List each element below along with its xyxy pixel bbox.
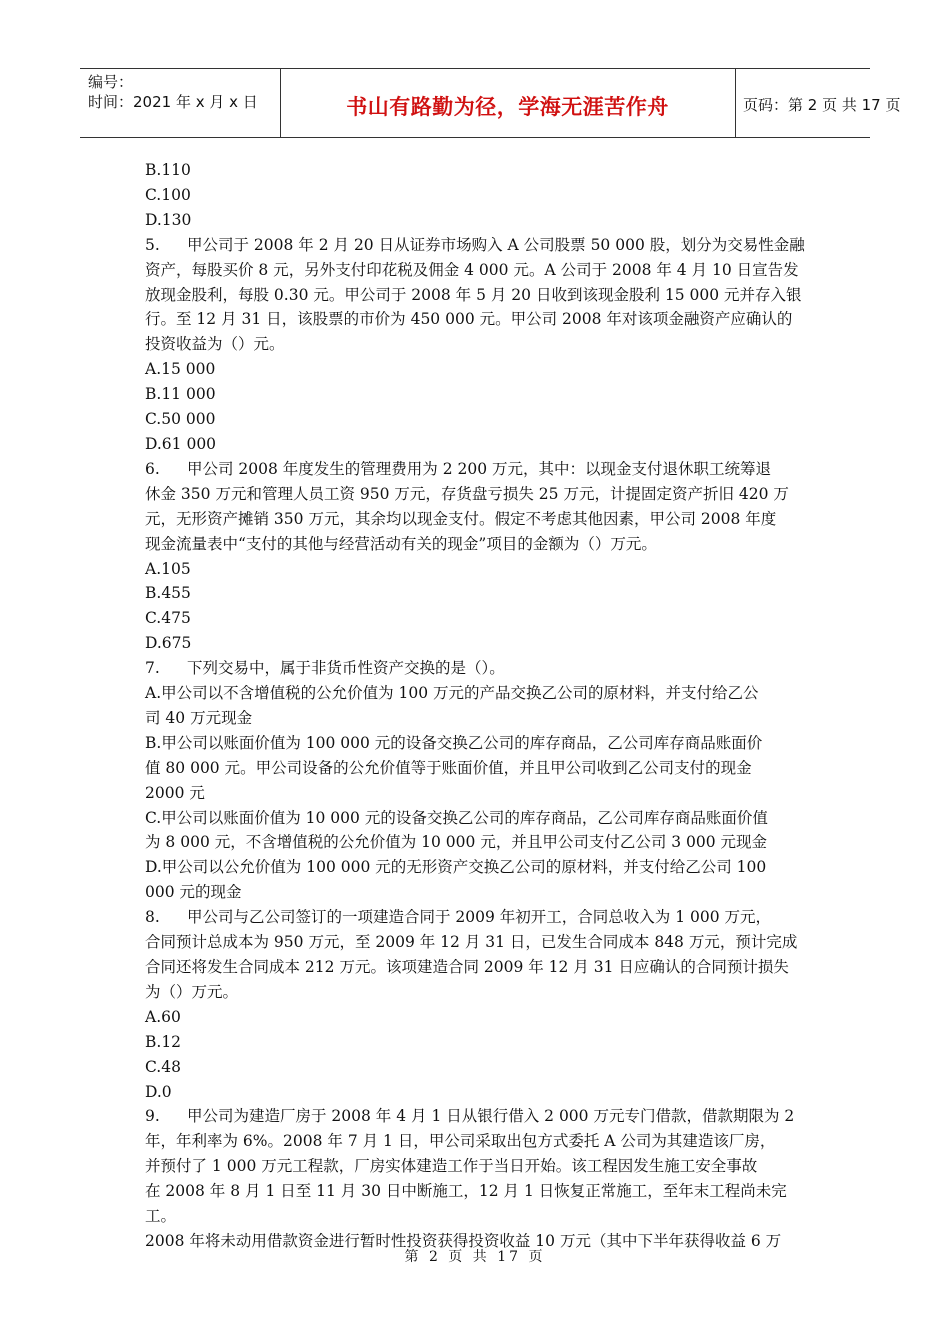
text-line [145, 581, 813, 606]
line-text: 合同还将发生合同成本 212 万元。该项建造合同 2009 年 12 月 31 日应确认的合同预计损失 [145, 958, 789, 976]
text-line [145, 407, 813, 432]
text-line [145, 830, 813, 855]
text-line [145, 208, 813, 233]
question-number: 9. [145, 1107, 160, 1126]
text-line [145, 507, 813, 532]
line-text: 下列交易中，属于非货币性资产交换的是（）。 [187, 659, 505, 678]
text-line [145, 955, 813, 980]
line-text: B.110 [145, 161, 191, 179]
line-text: 值 80 000 元。甲公司设备的公允价值等于账面价值，并且甲公司收到乙公司支付的现金 [145, 758, 752, 777]
line-text: 并预付了 1 000 万元工程款，厂房实体建造工作于当日开始。该工程因发生施工安全事故 [145, 1157, 758, 1176]
text-line [145, 1055, 813, 1080]
question-number: 6. [145, 459, 160, 478]
text-line [145, 482, 813, 507]
text-line [145, 855, 813, 880]
line-text: B.11 000 [145, 385, 216, 404]
text-line [145, 183, 813, 208]
header-left-cell [80, 69, 281, 137]
line-text: C.50 000 [145, 410, 216, 429]
line-text: 甲公司于 2008 年 2 月 20 日从证券市场购入 A 公司股票 50 000 股，划分为交易性金融 [187, 235, 805, 254]
line-text: 2008 年将未动用借款资金进行暂时性投资获得投资收益 10 万元（其中下半年获得收益 6 万 [145, 1231, 782, 1250]
line-text: 甲公司为建造厂房于 2008 年 4 月 1 日从银行借入 2 000 万元专门借款，借款期限为 2 [187, 1107, 795, 1126]
line-text: 司 40 万元现金 [145, 708, 253, 727]
line-text: 行。至 12 月 31 日，该股票的市价为 450 000 元。甲公司 2008 年对该项金融资产应确认的 [145, 310, 793, 329]
line-text: 2000 元 [145, 783, 205, 802]
date-line: 时间：2021 年 x 月 x 日 [88, 93, 258, 111]
line-text: 为（）万元。 [145, 982, 239, 1001]
question-number: 7. [145, 659, 160, 678]
line-text: 年，年利率为 6%。2008 年 7 月 1 日，甲公司采取出包方式委托 A 公司为其建造该厂房， [145, 1132, 776, 1151]
text-line [145, 307, 813, 332]
line-text: 投资收益为（）元。 [145, 335, 285, 354]
line-text: C.100 [145, 185, 191, 204]
motto: 书山有路勤为径，学海无涯苦作舟 [346, 95, 669, 119]
line-text: 现金流量表中“支付的其他与经营活动有关的现金”项目的金额为（）万元。 [145, 534, 657, 553]
line-text: D.0 [145, 1082, 172, 1101]
question-line [145, 1104, 813, 1129]
line-text: 在 2008 年 8 月 1 日至 11 月 30 日中断施工，12 月 1 日恢复正常施工，至年末工程尚未完工。 [145, 1182, 787, 1226]
text-line [145, 806, 813, 831]
text-line [145, 681, 813, 706]
header-right-cell [735, 69, 901, 137]
question-line [145, 233, 813, 258]
line-text: 为 8 000 元，不含增值税的公允价值为 10 000 元，并且甲公司支付乙公司 3 000 元现金 [145, 833, 768, 852]
text-line [145, 1179, 813, 1229]
question-line [145, 656, 813, 681]
text-line [145, 1005, 813, 1030]
page-header [80, 68, 901, 138]
text-line [145, 880, 813, 905]
code-label: 编号： [88, 73, 134, 91]
line-text: 元，无形资产摊销 350 万元，其余均以现金支付。假定不考虑其他因素，甲公司 2008 年度 [145, 509, 777, 528]
line-text: 休金 350 万元和管理人员工资 950 万元，存货盘亏损失 25 万元，计提固定资产折旧 420 万 [145, 484, 789, 503]
header-motto-cell [280, 69, 736, 137]
document-body [145, 158, 813, 1254]
text-line [145, 731, 813, 756]
text-line [145, 1154, 813, 1179]
text-line [145, 332, 813, 357]
text-line [145, 1030, 813, 1055]
line-text: 甲公司 2008 年度发生的管理费用为 2 200 万元，其中：以现金支付退休职工统筹退 [187, 459, 772, 478]
question-line [145, 905, 813, 930]
text-line [145, 1080, 813, 1105]
text-line [145, 1129, 813, 1154]
page-info: 页码：第 2 页 共 17 页 [743, 96, 901, 114]
text-line [145, 158, 813, 183]
text-line [145, 382, 813, 407]
line-text: A.105 [145, 559, 191, 578]
line-text: C.甲公司以账面价值为 10 000 元的设备交换乙公司的库存商品，乙公司库存商品账面价值 [145, 808, 768, 827]
line-text: A.15 000 [145, 360, 216, 379]
text-line [145, 930, 813, 955]
text-line [145, 357, 813, 382]
line-text: C.48 [145, 1057, 181, 1076]
line-text: 资产，每股买价 8 元，另外支付印花税及佣金 4 000 元。A 公司于 2008 年 4 月 10 日宣告发 [145, 260, 799, 279]
line-text: D.130 [145, 210, 192, 229]
text-line [145, 631, 813, 656]
question-number: 5. [145, 235, 160, 254]
line-text: A.甲公司以不含增值税的公允价值为 100 万元的产品交换乙公司的原材料，并支付给乙公 [145, 684, 759, 703]
line-text: D.675 [145, 634, 192, 653]
question-number: 8. [145, 908, 160, 927]
text-line [145, 980, 813, 1005]
line-text: B.12 [145, 1032, 182, 1051]
line-text: 放现金股利，每股 0.30 元。甲公司于 2008 年 5 月 20 日收到该现金股利 15 000 元并存入银 [145, 285, 802, 304]
text-line [145, 283, 813, 308]
line-text: 合同预计总成本为 950 万元，至 2009 年 12 月 31 日，已发生合同成本 848 万元，预计完成 [145, 933, 798, 952]
text-line [145, 781, 813, 806]
line-text: A.60 [145, 1007, 181, 1026]
line-text: D.甲公司以公允价值为 100 000 元的无形资产交换乙公司的原材料，并支付给乙公司 100 [145, 858, 767, 877]
line-text: B.甲公司以账面价值为 100 000 元的设备交换乙公司的库存商品，乙公司库存商品账面价 [145, 733, 763, 752]
line-text: B.455 [145, 584, 191, 603]
question-line [145, 457, 813, 482]
line-text: 000 元的现金 [145, 883, 242, 902]
line-text: 甲公司与乙公司签订的一项建造合同于 2009 年初开工，合同总收入为 1 000 万元， [187, 908, 772, 927]
text-line [145, 532, 813, 557]
text-line [145, 432, 813, 457]
line-text: D.61 000 [145, 434, 217, 453]
text-line [145, 606, 813, 631]
text-line [145, 756, 813, 781]
line-text: C.475 [145, 609, 191, 628]
text-line [145, 258, 813, 283]
text-line [145, 557, 813, 582]
text-line [145, 706, 813, 731]
page-footer: 第 2 页 共 17 页 [404, 1249, 546, 1265]
